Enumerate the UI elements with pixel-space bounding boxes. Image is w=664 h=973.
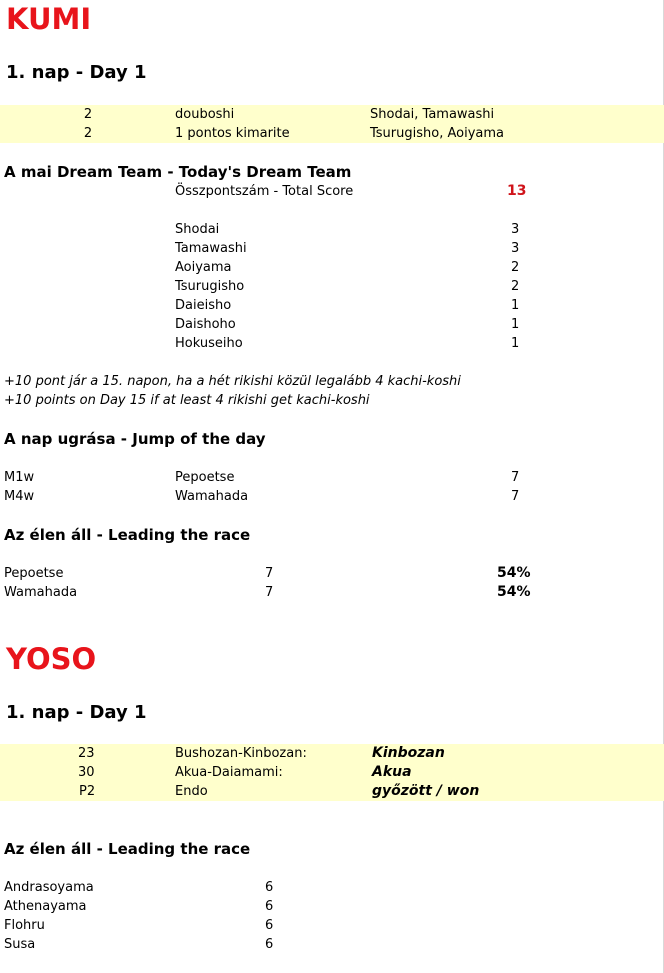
kumi-leader-percent: 54% <box>497 584 531 600</box>
yoso-bout: Akua-Daiamami: <box>175 765 283 780</box>
yoso-leader-points: 6 <box>265 880 274 895</box>
kumi-title: KUMI <box>6 2 92 36</box>
kumi-result-count: 2 <box>83 107 93 122</box>
kumi-day-heading: 1. nap - Day 1 <box>6 62 147 83</box>
dream-team-member: Daieisho <box>175 298 232 313</box>
yoso-winner: Kinbozan <box>372 745 445 761</box>
yoso-bout-number: 30 <box>78 765 95 780</box>
jump-name: Pepoetse <box>175 470 235 485</box>
yoso-leader-points: 6 <box>265 937 274 952</box>
yoso-bout-number: P2 <box>79 784 96 799</box>
jump-points: 7 <box>511 489 520 504</box>
kumi-result-type: 1 pontos kimarite <box>175 126 290 141</box>
yoso-day-heading: 1. nap - Day 1 <box>6 702 147 723</box>
dream-team-points: 3 <box>511 222 520 237</box>
dream-team-points: 1 <box>511 317 520 332</box>
jump-points: 7 <box>511 470 520 485</box>
yoso-leader-name: Andrasoyama <box>4 880 94 895</box>
jump-rank: M4w <box>4 489 35 504</box>
dream-team-points: 1 <box>511 336 520 351</box>
yoso-winner: Akua <box>372 764 412 780</box>
bonus-note-en: +10 points on Day 15 if at least 4 rikishi get kachi-koshi <box>4 393 370 408</box>
yoso-leader-points: 6 <box>265 899 274 914</box>
kumi-result-names: Shodai, Tamawashi <box>370 107 495 122</box>
yoso-leader-name: Flohru <box>4 918 45 933</box>
yoso-leader-name: Susa <box>4 937 36 952</box>
kumi-leader-name: Wamahada <box>4 585 78 600</box>
bonus-note-hu: +10 pont jár a 15. napon, ha a hét rikishi közül legalább 4 kachi-koshi <box>4 374 461 389</box>
yoso-leading-heading: Az élen áll - Leading the race <box>4 840 251 858</box>
dream-team-member: Daishoho <box>175 317 236 332</box>
kumi-leading-heading: Az élen áll - Leading the race <box>4 526 251 544</box>
yoso-bout: Endo <box>175 784 208 799</box>
kumi-leader-percent: 54% <box>497 565 531 581</box>
dream-team-points: 3 <box>511 241 520 256</box>
yoso-bout-number: 23 <box>78 746 95 761</box>
yoso-leader-name: Athenayama <box>4 899 87 914</box>
jump-rank: M1w <box>4 470 35 485</box>
total-score-label: Összpontszám - Total Score <box>175 184 354 199</box>
dream-team-member: Hokuseiho <box>175 336 243 351</box>
jump-heading: A nap ugrása - Jump of the day <box>4 430 266 448</box>
dream-team-heading: A mai Dream Team - Today's Dream Team <box>4 163 352 181</box>
dream-team-points: 2 <box>511 260 520 275</box>
kumi-result-type: douboshi <box>175 107 235 122</box>
total-score-value: 13 <box>507 183 527 199</box>
dream-team-points: 2 <box>511 279 520 294</box>
kumi-leader-name: Pepoetse <box>4 566 64 581</box>
kumi-leader-points: 7 <box>265 585 274 600</box>
dream-team-member: Aoiyama <box>175 260 232 275</box>
dream-team-member: Shodai <box>175 222 220 237</box>
jump-name: Wamahada <box>175 489 249 504</box>
kumi-result-count: 2 <box>83 126 93 141</box>
kumi-result-names: Tsurugisho, Aoiyama <box>370 126 504 141</box>
kumi-leader-points: 7 <box>265 566 274 581</box>
dream-team-member: Tsurugisho <box>175 279 245 294</box>
yoso-winner: győzött / won <box>372 783 480 799</box>
dream-team-points: 1 <box>511 298 520 313</box>
yoso-results-band <box>0 744 664 801</box>
yoso-bout: Bushozan-Kinbozan: <box>175 746 307 761</box>
dream-team-member: Tamawashi <box>175 241 247 256</box>
yoso-leader-points: 6 <box>265 918 274 933</box>
yoso-title: YOSO <box>6 642 97 676</box>
